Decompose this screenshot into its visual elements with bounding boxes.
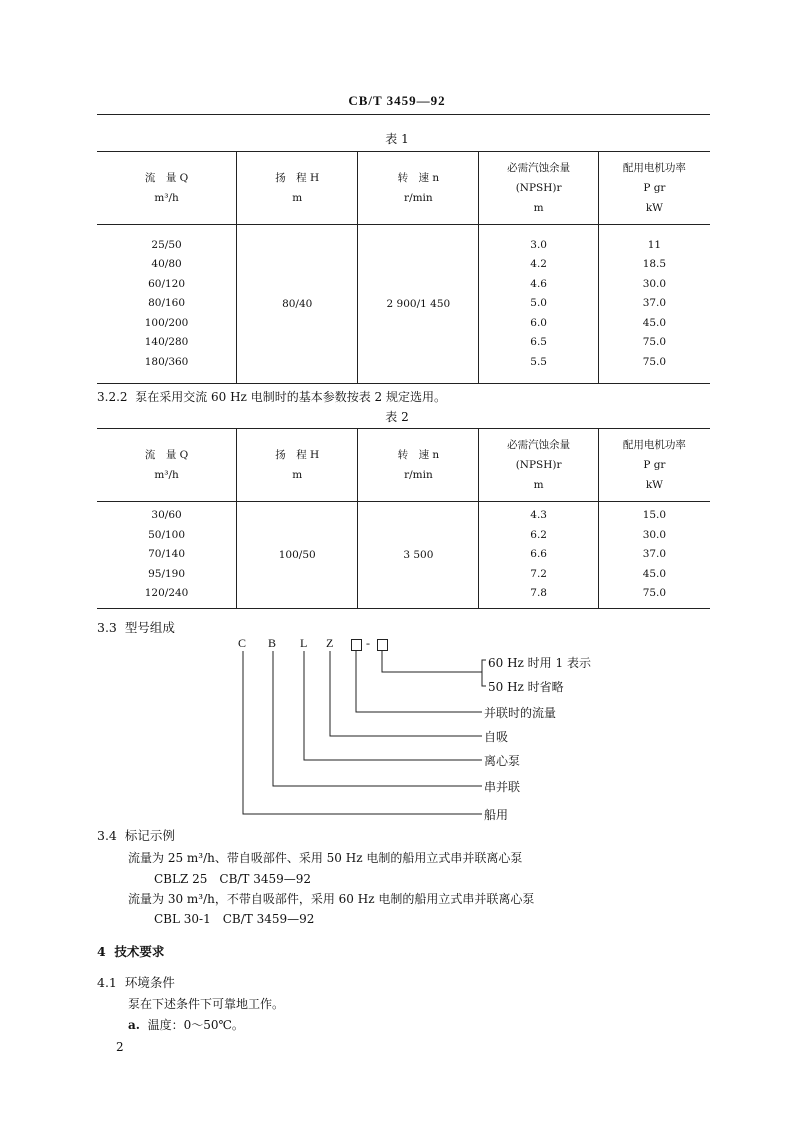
- section-4-heading: 4 技术要求: [97, 944, 165, 959]
- document-code: CB/T 3459—92: [348, 93, 446, 108]
- model-dash: -: [366, 636, 370, 650]
- label-series-parallel: 串并联: [484, 780, 521, 794]
- model-letter-z: Z: [326, 636, 334, 650]
- label-self-priming: 自吸: [484, 730, 509, 744]
- section-3-2-2: 3.2.2 泵在采用交流 60 Hz 电制时的基本参数按表 2 规定选用。: [97, 390, 446, 404]
- table2-npsh-list: 4.3 6.2 6.6 7.2 7.8: [479, 502, 598, 609]
- section-4-1-intro: 泵在下述条件下可靠地工作。: [128, 997, 285, 1011]
- label-60hz: 60 Hz 时用 1 表示: [488, 656, 591, 670]
- label-parallel-flow: 并联时的流量: [484, 706, 557, 720]
- table1-header-head: 扬 程 H m: [237, 152, 358, 225]
- model-letter-c: C: [238, 636, 247, 650]
- table2-header-speed: 转 速 n r/min: [358, 429, 479, 502]
- table1-header-speed: 转 速 n r/min: [358, 152, 479, 225]
- table2-flow-list: 30/60 50/100 70/140 95/190 120/240: [97, 502, 237, 609]
- table1-header-npsh: 必需汽蚀余量 (NPSH)r m: [479, 152, 598, 225]
- item-a: [128, 1016, 244, 1033]
- table2-power-list: 15.0 30.0 37.0 45.0 75.0: [598, 502, 710, 609]
- example-2-text: 流量为 30 m³/h，不带自吸部件，采用 60 Hz 电制的船用立式串并联离心泵: [128, 892, 535, 906]
- table2-speed-value: 3 500: [358, 502, 479, 609]
- label-50hz: 50 Hz 时省略: [488, 680, 564, 694]
- table1-speed-value: 2 900/1 450: [358, 225, 479, 384]
- model-letter-b: B: [268, 636, 277, 650]
- section-3-4-heading: 3.4 标记示例: [97, 828, 175, 843]
- label-marine: 船用: [484, 808, 509, 822]
- table2-header-head: 扬 程 H m: [237, 429, 358, 502]
- page-number: 2: [116, 1040, 124, 1054]
- table1-head-value: 80/40: [237, 225, 358, 384]
- label-centrifugal-pump: 离心泵: [484, 754, 521, 768]
- table1-flow-list: 25/50 40/80 60/120 80/160 100/200 140/280 180/360: [97, 225, 237, 384]
- item-a-text: 温度：0～50℃。: [147, 1018, 244, 1032]
- table2-head-value: 100/50: [237, 502, 358, 609]
- table2-header-power: 配用电机功率 P gr kW: [598, 429, 710, 502]
- table1-caption: 表 1: [385, 132, 409, 146]
- example-2-code: CBL 30-1 CB/T 3459—92: [154, 912, 315, 926]
- example-1-text: 流量为 25 m³/h、带自吸部件、采用 50 Hz 电制的船用立式串并联离心泵: [128, 851, 523, 865]
- table2-header-npsh: 必需汽蚀余量 (NPSH)r m: [479, 429, 598, 502]
- table1-header-power: 配用电机功率 P gr kW: [598, 152, 710, 225]
- model-letter-l: L: [300, 636, 308, 650]
- table1-power-list: 11 18.5 30.0 37.0 45.0 75.0 75.0: [598, 225, 710, 384]
- table1-npsh-list: 3.0 4.2 4.6 5.0 6.0 6.5 5.5: [479, 225, 598, 384]
- table2-header-flow: 流 量 Q m³/h: [97, 429, 237, 502]
- example-1-code: CBLZ 25 CB/T 3459—92: [154, 872, 312, 886]
- section-4-1-heading: 4.1 环境条件: [97, 975, 175, 990]
- section-3-3-heading: 3.3 型号组成: [97, 620, 175, 635]
- item-a-mark: a.: [128, 1018, 140, 1032]
- table2-caption: 表 2: [385, 410, 409, 424]
- table1-header-flow: 流 量 Q m³/h: [97, 152, 237, 225]
